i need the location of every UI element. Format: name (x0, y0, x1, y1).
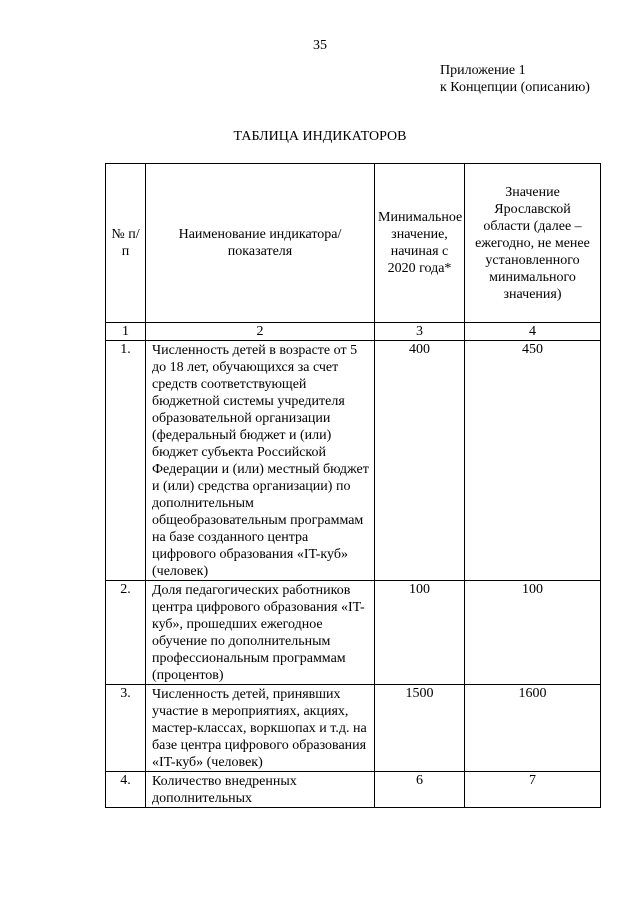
row-number: 3. (106, 685, 146, 772)
header-region-value: Значение Ярославской области (далее – ежегодно, не менее установленного минимального значения) (465, 164, 601, 323)
header-number: № п/п (106, 164, 146, 323)
minimum-value: 100 (375, 581, 465, 685)
row-number: 2. (106, 581, 146, 685)
appendix-line-1: Приложение 1 (440, 63, 526, 78)
indicator-name: Доля педагогических работников центра цифрового образования «IT-куб», прошедших ежегодное обучение по дополнительным профессиональным программам (процентов) (146, 581, 375, 685)
table-header-row (106, 164, 601, 323)
region-value: 100 (465, 581, 601, 685)
appendix-line-2: к Концепции (описанию) (440, 80, 590, 95)
region-value: 1600 (465, 685, 601, 772)
header-indicator-name: Наименование индикатора/показателя (146, 164, 375, 323)
indicator-name: Численность детей в возрасте от 5 до 18 лет, обучающихся за счет средств соответствующей бюджетной системы учредителя образовательной организации (федеральный бюджет и (или) бюджет субъекта Российской Федерации и (или) местный бюджет и (или) средства организации) по дополнительным общеобразовательным программам на базе созданного центра цифрового образования «IT-куб» (человек) (146, 341, 375, 581)
region-value: 450 (465, 341, 601, 581)
indicator-name: Численность детей, принявших участие в мероприятиях, акциях, мастер-классах, воркшопах и т.д. на базе центра цифрового образования «IT-куб» (человек) (146, 685, 375, 772)
column-number-row (106, 323, 601, 341)
row-number: 1. (106, 341, 146, 581)
appendix-note (440, 62, 590, 96)
column-number: 1 (106, 323, 146, 341)
table-row (106, 341, 601, 581)
row-number: 4. (106, 772, 146, 808)
minimum-value: 400 (375, 341, 465, 581)
indicators-table (105, 163, 601, 808)
column-number: 4 (465, 323, 601, 341)
region-value: 7 (465, 772, 601, 808)
minimum-value: 6 (375, 772, 465, 808)
indicator-name: Количество внедренных дополнительных (146, 772, 375, 808)
table-row (106, 581, 601, 685)
header-minimum-value: Минимальное значение, начиная с 2020 года* (375, 164, 465, 323)
table-row (106, 772, 601, 808)
document-title: ТАБЛИЦА ИНДИКАТОРОВ (233, 129, 407, 144)
table-row (106, 685, 601, 772)
minimum-value: 1500 (375, 685, 465, 772)
page-number: 35 (313, 38, 327, 53)
column-number: 3 (375, 323, 465, 341)
column-number: 2 (146, 323, 375, 341)
